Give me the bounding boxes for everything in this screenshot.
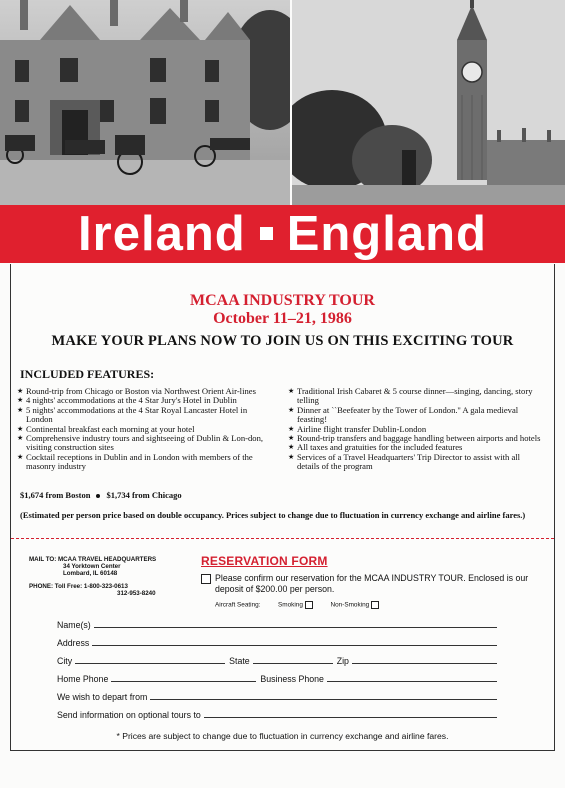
non-smoking-label: Non-Smoking [330,601,370,609]
optional-tours-row [57,708,497,720]
features-right-list [288,387,544,472]
big-ben-photo [292,0,565,205]
star-icon: ★ [17,434,24,443]
feature-item: ★ 4 nights' accommodations at the 4 Star Jury's Hotel in Dublin [17,395,237,406]
star-icon: ★ [17,396,24,405]
price-boston: $1,674 from Boston [20,490,91,500]
castle-photo [0,0,290,205]
tour-details-panel [10,264,555,751]
zip-label: Zip [336,656,349,666]
bullet-icon [96,494,100,498]
price-chicago: $1,734 from Chicago [106,490,182,500]
price-note: (Estimated per person price based on double occupancy. Prices subject to change due to fluctuation in currency exchange and airline fares.) [20,510,526,520]
home-phone-field[interactable] [111,681,256,682]
star-icon: ★ [17,452,24,461]
feature-item: ★ Round-trip transfers and baggage handling between airports and hotels [288,433,541,444]
city-state-zip-row [57,654,497,666]
city-label: City [57,656,73,666]
mailing-address [29,556,156,578]
banner-separator [260,227,273,240]
cut-line [11,538,554,539]
confirm-checkbox[interactable] [201,574,211,584]
zip-field[interactable] [352,663,497,664]
star-icon: ★ [288,405,295,414]
home-phone-label: Home Phone [57,674,109,684]
tour-headline: MAKE YOUR PLANS NOW TO JOIN US ON THIS EXCITING TOUR [51,333,514,349]
feature-item: ★ Round-trip from Chicago or Boston via Northwest Orient Air-lines [17,386,256,396]
optional-tours-field[interactable] [204,717,497,718]
city-field[interactable] [75,663,225,664]
state-field[interactable] [253,663,333,664]
business-phone-label: Business Phone [260,674,324,684]
mail-street: 34 Yorktown Center [63,563,121,571]
names-label: Name(s) [57,620,91,630]
feature-item: ★ Services of a Travel Headquarters' Trip Director to assist with all details of the program [288,451,521,472]
smoking-checkbox[interactable] [305,601,313,609]
mail-city: Lombard, IL 60148 [63,570,118,578]
address-row [57,636,497,648]
depart-row [57,690,497,702]
feature-item: ★ Continental breakfast each morning at your hotel [17,423,195,434]
mail-to-line: MAIL TO: MCAA TRAVEL HEADQUARTERS [29,556,157,563]
tour-dates: October 11–21, 1986 [213,310,352,327]
optional-tours-label: Send information on optional tours to [57,710,201,720]
features-left-list [17,387,269,472]
names-row [57,618,497,630]
feature-item: ★ Traditional Irish Cabaret & 5 course dinner—singing, dancing, story telling [288,386,533,406]
business-phone-field[interactable] [327,681,497,682]
star-icon: ★ [288,452,295,461]
tour-name: MCAA INDUSTRY TOUR [190,292,375,309]
seating-label: Aircraft Seating: [215,601,261,609]
feature-item: ★ Comprehensive industry tours and sightseeing of Dublin & Lon-don, visiting construction sites [17,433,264,453]
header-photos [0,0,565,205]
phone-row [57,672,497,684]
star-icon: ★ [288,434,295,443]
address-field[interactable] [92,645,497,646]
banner-ireland: Ireland [78,207,246,261]
names-field[interactable] [94,627,497,628]
confirm-text: Please confirm our reservation for the MCAA INDUSTRY TOUR. Enclosed is our deposit of $200.00 per person. [215,573,529,594]
feature-item: ★ All taxes and gratuities for the included features [288,442,463,453]
feature-item: ★ Cocktail receptions in Dublin and in London with members of the masonry industry [17,451,253,472]
smoking-label: Smoking [278,601,303,609]
star-icon: ★ [288,443,295,452]
price-line [20,490,182,500]
phone-numbers [29,583,156,597]
non-smoking-checkbox[interactable] [371,601,379,609]
depart-field[interactable] [150,699,497,700]
phone-toll-free: PHONE: Toll Free: 1-800-323-0613 [29,583,128,590]
price-footnote: * Prices are subject to change due to fluctuation in currency exchange and airline fares. [116,731,449,741]
banner-england: England [286,207,487,261]
star-icon: ★ [288,424,295,433]
title-banner [0,205,565,263]
address-label: Address [57,638,90,648]
feature-item: ★ 5 nights' accommodations at the 4 Star Royal Lancaster Hotel in London [17,404,248,425]
state-label: State [229,656,250,666]
star-icon: ★ [288,387,295,395]
star-icon: ★ [17,424,24,433]
phone-local: 312-953-8240 [117,590,156,598]
reservation-form-title: RESERVATION FORM [201,554,328,568]
depart-label: We wish to depart from [57,692,148,702]
star-icon: ★ [17,387,24,395]
banner-title [78,206,487,262]
star-icon: ★ [17,405,24,414]
tour-title [11,292,554,328]
features-heading: INCLUDED FEATURES: [20,367,155,381]
aircraft-seating [215,601,379,609]
feature-item: ★ Airline flight transfer Dublin-London [288,423,427,434]
feature-item: ★ Dinner at ``Beefeater by the Tower of London.'' A gala medieval feasting! [288,404,519,425]
